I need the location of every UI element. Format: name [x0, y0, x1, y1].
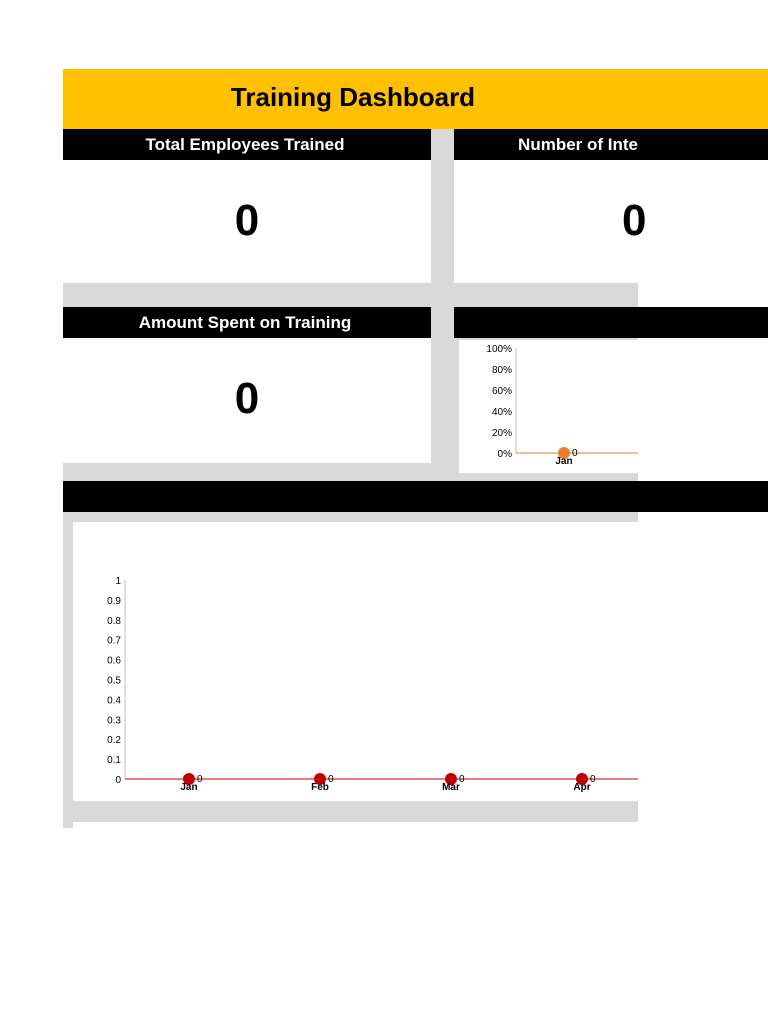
y-tick-label: 0%	[497, 449, 512, 460]
y-tick-label: 0.7	[107, 635, 121, 647]
y-tick-label: 0	[115, 775, 121, 786]
y-tick-label: 40%	[491, 407, 512, 418]
small-chart-area	[459, 340, 638, 473]
y-tick-label: 0.8	[107, 615, 121, 627]
y-tick-label: 80%	[491, 365, 512, 376]
data-label: 0	[197, 774, 203, 785]
y-tick-label: 20%	[491, 428, 512, 439]
y-tick-label: 100%	[486, 344, 512, 355]
data-label: 0	[590, 774, 596, 785]
kpi-amount-spent-header	[63, 307, 431, 338]
y-tick-label: 0.5	[107, 675, 121, 687]
dashboard-title: Training Dashboard	[230, 82, 476, 112]
data-label: 0	[328, 774, 334, 785]
y-tick-label: 0.4	[107, 695, 121, 707]
kpi-total-employees-label: Total Employees Trained	[145, 134, 345, 154]
data-label: 0	[572, 448, 578, 459]
data-label: 0	[459, 774, 465, 785]
kpi-interactions-value: 0	[622, 196, 647, 245]
x-tick-label: Jan	[555, 456, 573, 467]
main-chart-area	[73, 522, 638, 801]
kpi-total-employees-value: 0	[234, 196, 260, 245]
small-chart	[459, 340, 638, 473]
column-divider	[431, 129, 454, 463]
kpi-interactions-value-clip	[454, 196, 647, 256]
y-tick-label: 0.3	[107, 715, 121, 727]
main-chart-header	[63, 481, 768, 512]
small-chart-header	[454, 307, 768, 338]
y-tick-label: 0.6	[107, 655, 121, 667]
main-chart	[73, 522, 638, 801]
x-tick-label: Feb	[311, 782, 329, 793]
main-chart-panel-left-edge	[63, 822, 73, 828]
y-tick-label: 0.9	[107, 595, 121, 607]
x-tick-label: Mar	[442, 782, 460, 793]
y-tick-label: 0.1	[107, 755, 121, 767]
row-divider-top-right	[454, 283, 638, 307]
x-tick-label: Jan	[180, 782, 198, 793]
kpi-amount-spent-value: 0	[234, 374, 260, 423]
kpi-amount-spent-label: Amount Spent on Training	[138, 312, 352, 332]
y-tick-label: 1	[115, 576, 121, 587]
y-tick-label: 0.2	[107, 735, 121, 747]
row-divider-top-left	[63, 283, 431, 307]
kpi-interactions-label: Number of Inte	[518, 134, 638, 154]
kpi-total-employees-header	[63, 129, 431, 160]
y-tick-label: 60%	[491, 386, 512, 397]
kpi-interactions-header	[454, 129, 768, 160]
x-tick-label: Apr	[573, 782, 591, 793]
